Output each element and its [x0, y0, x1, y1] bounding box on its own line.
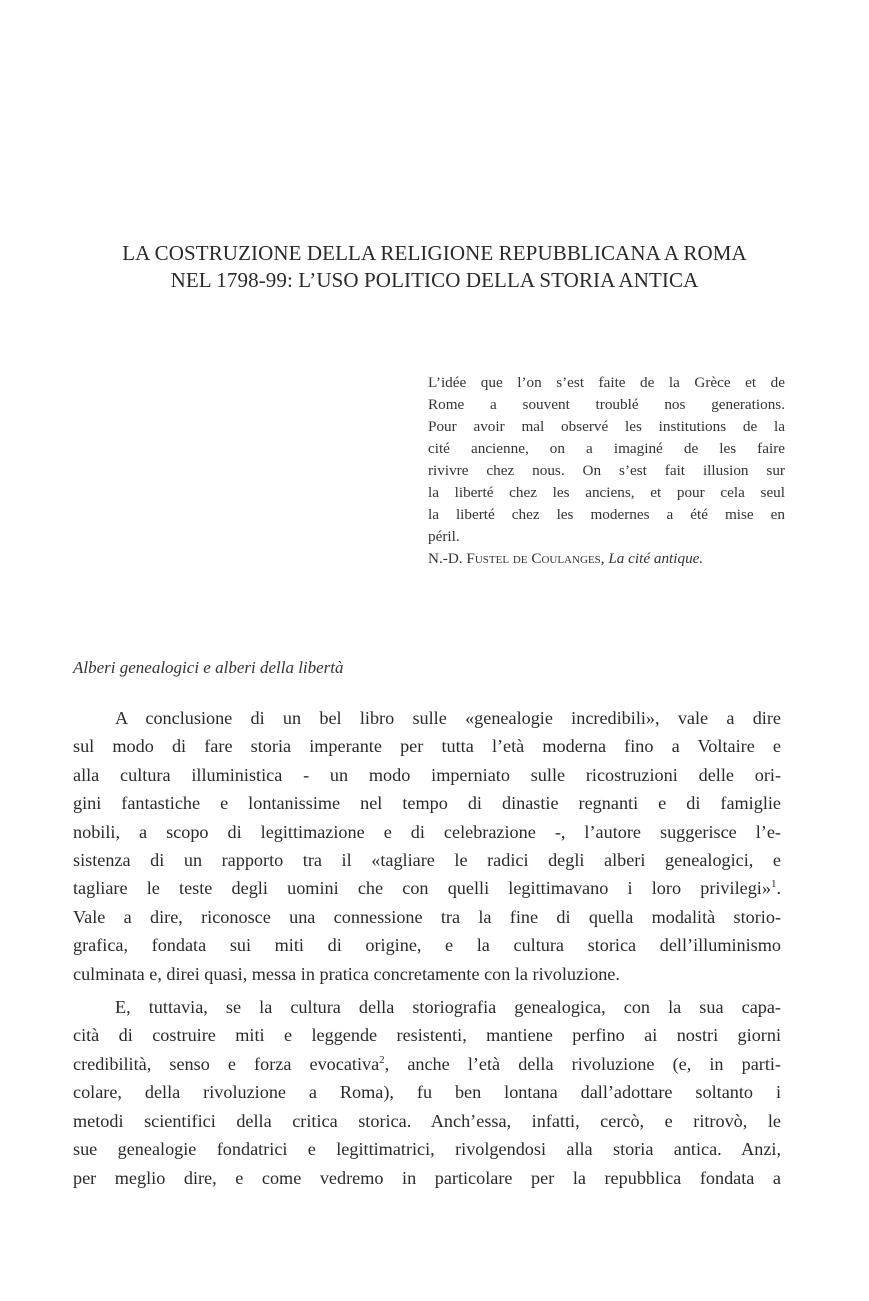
paragraph-1-line: grafica, fondata sui miti di origine, e la cultura storica dell’illuminismo: [73, 935, 781, 956]
chapter-title: [60, 240, 809, 294]
attribution-work: La cité antique.: [608, 550, 704, 567]
paragraph-1-line: culminata e, direi quasi, messa in pratica concretamente con la rivoluzione.: [73, 963, 620, 984]
paragraph-2-line: per meglio dire, e come vedremo in particolare per la repubblica fondata a: [73, 1167, 781, 1188]
epigraph-line: péril.: [428, 528, 460, 545]
section-heading: Alberi genealogici e alberi della libertà: [73, 658, 344, 677]
title-line-2: NEL 1798-99: L’USO POLITICO DELLA STORIA ANTICA: [170, 268, 699, 292]
paragraph-1-line: A conclusione di un bel libro sulle «genealogie incredibili», vale a dire: [115, 708, 781, 728]
paragraph-2-line: cità di costruire miti e leggende resistenti, mantiene perfino ai nostri giorni: [73, 1025, 781, 1046]
footnote-ref-1[interactable]: 1: [770, 878, 777, 891]
paragraph-2-line: E, tuttavia, se la cultura della storiografia genealogica, con la sua capa-: [115, 997, 781, 1018]
paragraph-1-line: Vale a dire, riconosce una connessione tra la fine di quella modalità storio-: [73, 906, 781, 927]
paragraph-1-line: sul modo di fare storia imperante per tutta l’età moderna fino a Voltaire e: [73, 736, 781, 757]
paragraph-1-line: sistenza di un rapporto tra il «tagliare le radici degli alberi genealogici, e: [73, 850, 781, 871]
paragraph-2-line-with-note: [73, 1050, 781, 1078]
epigraph-line: Rome a souvent troublé nos generations.: [428, 396, 785, 413]
epigraph: [428, 372, 785, 570]
paragraph-1-line-text: tagliare le teste degli uomini che con quelli legittimavano i loro privilegi»: [73, 878, 771, 899]
paragraph-2-line: metodi scientifici della critica storica. Anch’essa, infatti, cercò, e ritrovò, le: [73, 1110, 781, 1131]
attribution-initials: N.-D.: [428, 550, 463, 567]
paragraph-2-line: colare, della rivoluzione a Roma), fu ben lontana dall’adottare soltanto i: [73, 1082, 781, 1103]
epigraph-line: rivivre chez nous. On s’est fait illusion sur: [428, 462, 785, 479]
footnote-ref-2[interactable]: 2: [379, 1053, 385, 1066]
body-text: [73, 704, 781, 1192]
epigraph-line: la liberté chez les modernes a été mise en: [428, 506, 785, 523]
paragraph-2-line-text: , anche l’età della rivoluzione (e, in parti-: [384, 1053, 781, 1074]
epigraph-line: la liberté chez les anciens, et pour cela seul: [428, 484, 785, 501]
epigraph-attribution: N.-D. Fustel de Coulanges, La cité antique.: [428, 550, 704, 567]
title-line-1: LA COSTRUZIONE DELLA RELIGIONE REPUBBLICANA A ROMA: [122, 241, 747, 265]
paragraph-2-line: sue genealogie fondatrici e legittimatrici, rivolgendosi alla storia antica. Anzi,: [73, 1139, 781, 1160]
epigraph-line: Pour avoir mal observé les institutions de la: [428, 418, 785, 435]
attribution-author: Fustel de Coulanges: [466, 550, 601, 567]
paragraph-2-line-text: credibilità, senso e forza evocativa: [73, 1053, 380, 1074]
epigraph-line: L’idée que l’on s’est faite de la Grèce et de: [428, 374, 785, 391]
paragraph-1-line: alla cultura illuministica - un modo imperniato sulle ricostruzioni delle ori-: [73, 764, 781, 785]
paragraph-1-line-with-note: tagliare le teste degli uomini che con quelli legittimavano i loro privilegi»$^1$.: [73, 878, 781, 899]
paragraph-1-line: nobili, a scopo di legittimazione e di celebrazione -, l’autore suggerisce l’e-: [73, 821, 781, 842]
epigraph-line: cité ancienne, on a imaginé de les faire: [428, 440, 785, 457]
paragraph-1-line: gini fantastiche e lontanissime nel tempo di dinastie regnanti e di famiglie: [73, 793, 781, 814]
